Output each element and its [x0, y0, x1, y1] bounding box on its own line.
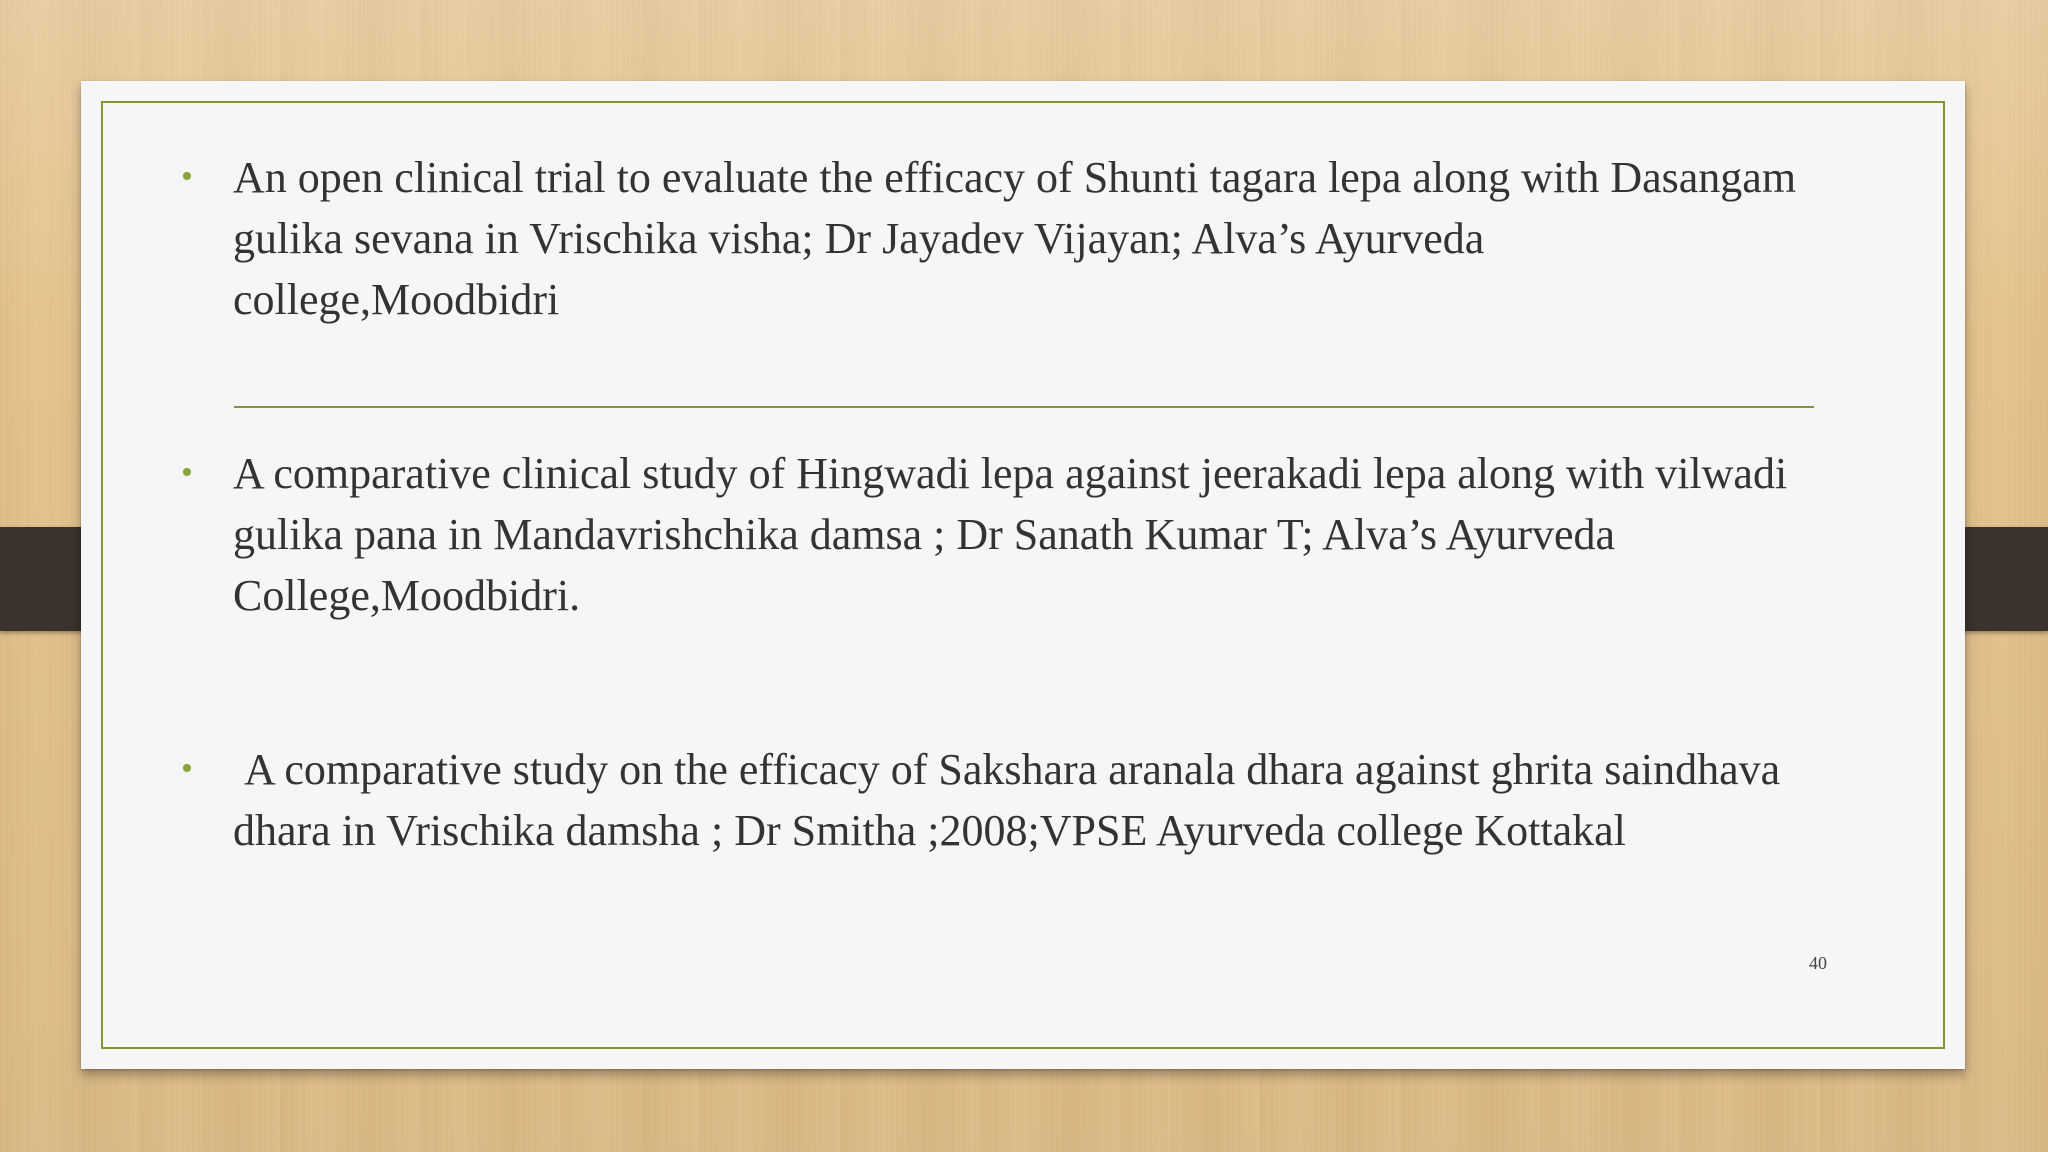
bullet-text-2: A comparative clinical study of Hingwadi lepa against jeerakadi lepa along with vilwadi gulika pana in Mandavrishchika damsa ; Dr Sanath Kumar T; Alva’s Ayurveda College,Moodbidri. [233, 449, 1788, 620]
bullet-item-3 [181, 739, 1801, 861]
bullet-item-1 [181, 147, 1801, 330]
bullet-icon: • [181, 158, 193, 195]
page-number: 40 [1809, 953, 1827, 973]
bullet-icon: • [181, 750, 193, 787]
section-divider [234, 406, 1814, 408]
bullet-text-3: A comparative study on the efficacy of Sakshara aranala dhara against ghrita saindhava dhara in Vrischika damsha ; Dr Smitha ;2008;VPSE Ayurveda college Kottakal [233, 745, 1792, 855]
slide-paper [81, 81, 1965, 1069]
bullet-text-1: An open clinical trial to evaluate the efficacy of Shunti tagara lepa along with Dasangam gulika sevana in Vrischika visha; Dr Jayadev Vijayan; Alva’s Ayurveda college,Moodbidri [233, 153, 1797, 324]
bullet-icon: • [181, 454, 193, 491]
bullet-item-2 [181, 443, 1801, 626]
